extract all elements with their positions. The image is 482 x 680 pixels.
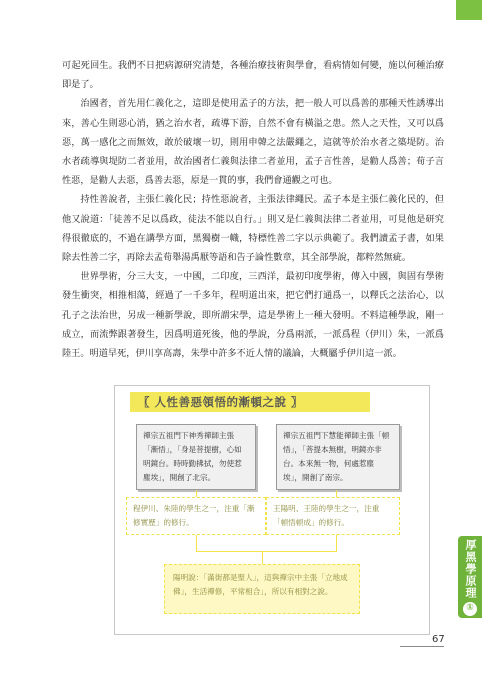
chapter-number-icon: ① <box>465 603 475 614</box>
page-number-rule <box>400 646 444 647</box>
center-note-text: 陽明說：「滿街都是聖人」，這與禪宗中主張「立地成佛」，生活禪修，平常相合」，所以有相對之說。 <box>173 573 348 596</box>
top-corner-accent <box>456 0 482 20</box>
right-school-text: 禪宗五祖門下慧能禪師主張「頓悟」，「菩提本無樹，明鏡亦非台。本來無一物，何處惹塵埃」，開創了南宗。 <box>283 431 390 482</box>
right-note-text: 王陽明、王陸的學生之一，注重「頓悟頓成」的修行。 <box>273 504 380 527</box>
diagram-title: 〖 人性善惡領悟的漸頓之說 〗 <box>130 392 370 412</box>
paragraph-4: 世界學術，分三大支，一中國，二印度，三西洋，最初印度學術，傳入中國，與固有學術發生衝突，相推相蕩，經過了一千多年，程明道出來，把它們打通爲一，以釋氏之法治心，以孔子之法治世，另成一種新學說，即所謂宋學，這是學術上一種大發明。不料這種學說，剛一成立，而流弊跟著發生，因爲明道死後，他的學說，分爲兩派，一派爲程（伊川）朱，一派爲陸王。明道早死，伊川享高壽，朱學中許多不近人情的議論，大概屬乎伊川這一派。 <box>62 271 444 360</box>
left-note <box>126 497 266 535</box>
connector-center <box>262 551 263 565</box>
paragraph-3: 持性善說者，主張仁義化民；持性惡說者，主張法律繩民。孟子本是主張仁義化民的，但他又說道：「徒善不足以爲政，徒法不能以自行。」則又是仁義與法律二者並用，可見他是研究得很徹底的，不過在講學方面，黑獨樹一幟，特標性善二字以示典範了。我們讀孟子書，如果除去性善二字，再除去孟荀舉湯禹厭等語和告子論性數章，其全部學說，都粹然無疵。 <box>62 194 444 264</box>
right-note <box>266 497 400 535</box>
left-note-text: 程伊川、朱陸的學生之一，注重「漸修實歷」的修行。 <box>133 504 255 527</box>
connector-bottom-left <box>196 535 197 551</box>
chapter-tab <box>458 536 482 618</box>
paragraph-1: 可起死回生。我們不日把病源研究清楚，各種治療技術與學會，看病情如何變，施以何種治療即是了。 <box>62 60 444 91</box>
paragraph-2: 治國者，首先用仁義化之，這即是使用孟子的方法，把一般人可以爲善的那種天性誘導出來，善心生則惡心消，猶之治水者，疏導下游，自然不會有橫溢之患。然人之天性，又可以爲惡，萬一感化之而無效，敢於破壞一切，則用申韓之法嚴繩之，這就等於治水者之築堤防。治水者疏導與堤防二者並用，故治國者仁義與法律二者並用，孟子言性善，是勸人爲善；荀子言性惡，是勸人去惡，爲善去惡，原是一貫的事，我們會通觀之可也。 <box>62 98 444 187</box>
page-number: 67 <box>432 634 445 645</box>
left-school-box <box>136 424 256 490</box>
connector-bottom-right <box>336 535 337 551</box>
left-school-text: 禪宗五祖門下神秀禪師主張「漸悟」，「身是菩提樹，心如明鏡台。時時勤拂拭，勿使惹塵埃」，開創了北宗。 <box>143 431 242 482</box>
connector-bar <box>196 551 337 552</box>
right-school-box <box>276 424 400 490</box>
body-text <box>62 56 444 363</box>
chapter-tab-label: 厚黑學原理 <box>464 538 477 599</box>
center-note <box>164 564 360 614</box>
